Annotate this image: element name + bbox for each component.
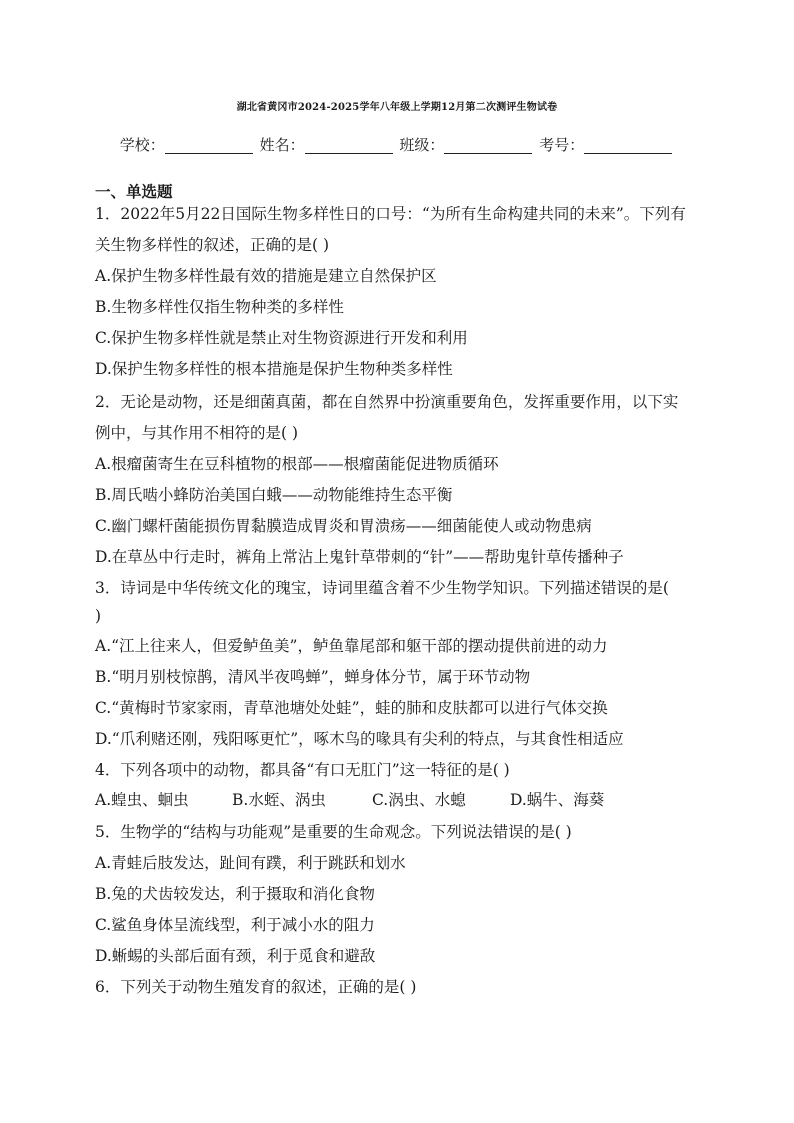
question-2-stem-line-2: 例中，与其作用不相符的是( )	[95, 424, 299, 442]
exam-number-blank	[584, 139, 672, 154]
question-2-option-a: A.根瘤菌寄生在豆科植物的根部——根瘤菌能促进物质循环	[95, 455, 499, 473]
question-3-option-d: D.“爪利赌还刚，残阳啄更忙”，啄木鸟的喙具有尖利的特点，与其食性相适应	[95, 730, 624, 748]
question-2-option-b: B.周氏啮小蜂防治美国白蛾——动物能维持生态平衡	[95, 486, 453, 504]
question-2-stem-line-1: 2．无论是动物，还是细菌真菌，都在自然界中扮演重要角色，发挥重要作用，以下实	[95, 393, 679, 411]
exam-number-label: 考号：	[539, 136, 585, 154]
question-5-option-b: B.兔的犬齿较发达，利于摄取和消化食物	[95, 885, 375, 903]
class-label: 班级：	[399, 136, 445, 154]
student-info-line	[0, 134, 794, 155]
question-1-option-a: A.保护生物多样性最有效的措施是建立自然保护区	[95, 267, 437, 285]
school-blank	[165, 139, 253, 154]
question-5-option-a: A.青蛙后肢发达，趾间有蹼，利于跳跃和划水	[95, 854, 406, 872]
question-1-option-b: B.生物多样性仅指生物种类的多样性	[95, 298, 344, 316]
exam-title: 湖北省黄冈市2024-2025学年八年级上学期12月第二次测评生物试卷	[236, 102, 558, 113]
question-5-option-c: C.鲨鱼身体呈流线型，利于减小水的阻力	[95, 916, 375, 934]
question-5-option-d: D.蜥蜴的头部后面有颈，利于觅食和避敌	[95, 947, 376, 965]
question-4-option-c: C.涡虫、水螅	[372, 791, 466, 809]
question-1-option-d: D.保护生物多样性的根本措施是保护生物种类多样性	[95, 360, 453, 378]
name-label: 姓名：	[259, 136, 305, 154]
question-4-option-b: B.水蛭、涡虫	[232, 791, 326, 809]
question-2-option-c: C.幽门螺杆菌能损伤胃黏膜造成胃炎和胃溃疡——细菌能使人或动物患病	[95, 517, 592, 535]
question-3-option-a: A.“江上往来人，但爱鲈鱼美”，鲈鱼靠尾部和躯干部的摆动提供前进的动力	[95, 637, 608, 655]
question-4-option-d: D.蜗牛、海葵	[510, 791, 605, 809]
question-3-stem-line-2: )	[95, 607, 102, 625]
question-3-stem-line-1: 3．诗词是中华传统文化的瑰宝，诗词里蕴含着不少生物学知识。下列描述错误的是(	[95, 579, 669, 597]
question-3-option-c: C.“黄梅时节家家雨，青草池塘处处蛙”，蛙的肺和皮肤都可以进行气体交换	[95, 699, 608, 717]
school-label: 学校：	[119, 136, 165, 154]
question-3-option-b: B.“明月别枝惊鹊，清风半夜鸣蝉”，蝉身体分节，属于环节动物	[95, 668, 531, 686]
class-blank	[444, 139, 532, 154]
question-5-stem: 5．生物学的“结构与功能观”是重要的生命观念。下列说法错误的是( )	[95, 823, 572, 841]
question-4-option-a: A.蝗虫、蛔虫	[95, 791, 189, 809]
question-4-stem: 4．下列各项中的动物，都具备“有口无肛门”这一特征的是( )	[95, 761, 510, 779]
question-1-stem-line-1: 1．2022年5月22日国际生物多样性日的口号：“为所有生命构建共同的未来”。下列有	[95, 205, 686, 223]
question-1-option-c: C.保护生物多样性就是禁止对生物资源进行开发和利用	[95, 329, 468, 347]
question-6-stem: 6．下列关于动物生殖发育的叙述，正确的是( )	[95, 978, 417, 996]
question-4-options-row	[95, 790, 604, 810]
name-blank	[305, 139, 393, 154]
question-1-stem-line-2: 关生物多样性的叙述，正确的是( )	[95, 236, 330, 254]
section-heading: 一、单选题	[95, 182, 173, 201]
question-2-option-d: D.在草丛中行走时，裤角上常沾上鬼针草带刺的“针”——帮助鬼针草传播种子	[95, 548, 624, 566]
